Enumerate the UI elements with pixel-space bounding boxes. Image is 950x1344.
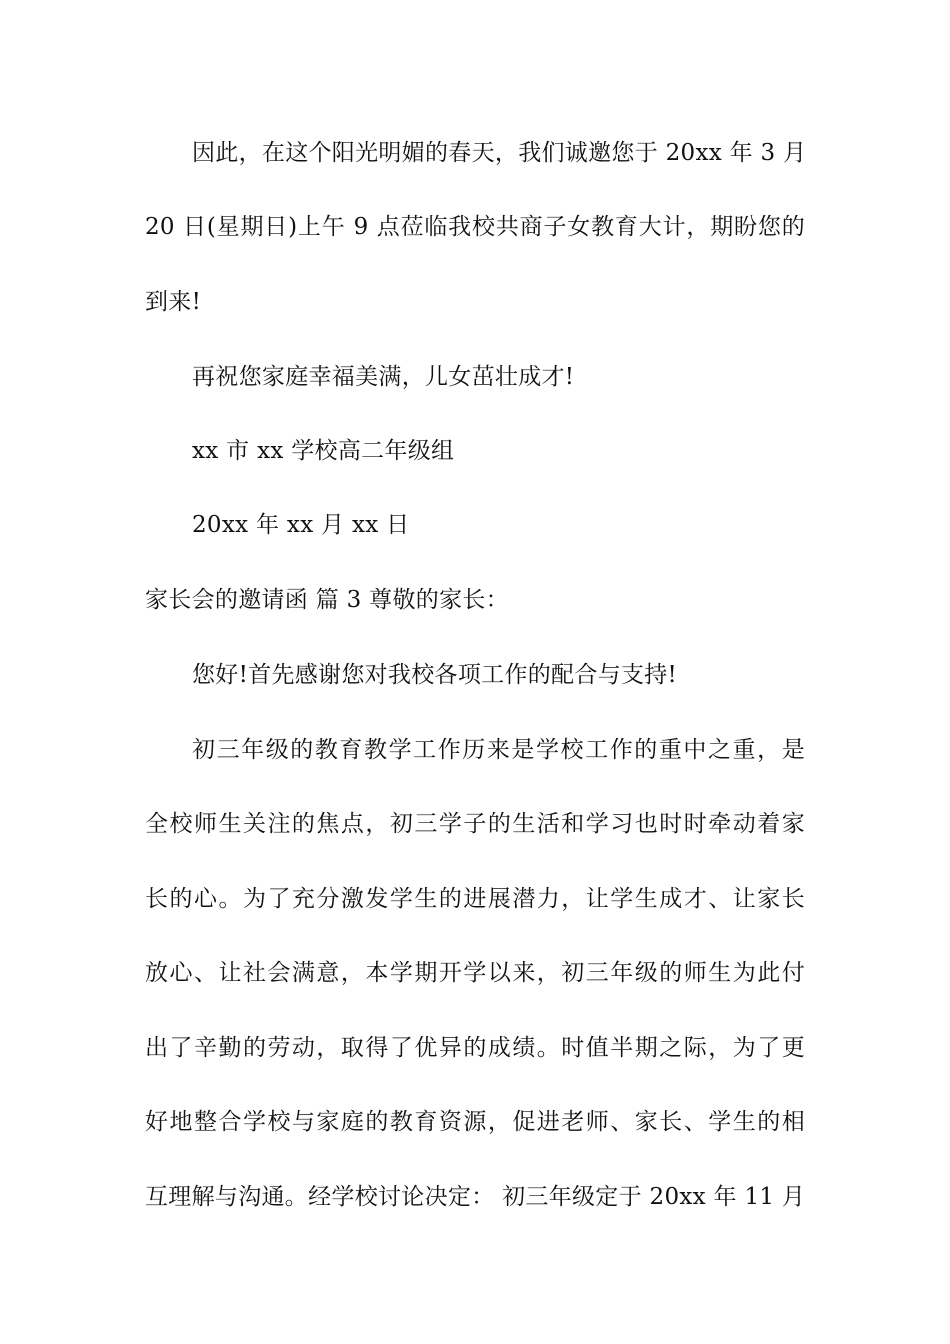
signature-org: xx 市 xx 学校高二年级组 bbox=[192, 438, 455, 464]
paragraph-line: 20 日(星期日)上午 9 点莅临我校共商子女教育大计，期盼您的 bbox=[145, 214, 805, 240]
paragraph-line: 放心、让社会满意，本学期开学以来，初三年级的师生为此付 bbox=[145, 960, 805, 986]
signature-date: 20xx 年 xx 月 xx 日 bbox=[192, 512, 410, 538]
paragraph-line: 到来! bbox=[145, 289, 202, 315]
paragraph-line: 再祝您家庭幸福美满，儿女茁壮成才! bbox=[192, 364, 575, 390]
paragraph-line: 互理解与沟通。经学校讨论决定： 初三年级定于 20xx 年 11 月 bbox=[145, 1184, 806, 1210]
paragraph-line: 全校师生关注的焦点，初三学子的生活和学习也时时牵动着家 bbox=[145, 811, 805, 837]
section-heading: 家长会的邀请函 篇 3 尊敬的家长： bbox=[145, 587, 509, 613]
paragraph-line: 长的心。为了充分激发学生的进展潜力，让学生成才、让家长 bbox=[145, 886, 805, 912]
paragraph-line: 初三年级的教育教学工作历来是学校工作的重中之重，是 bbox=[192, 737, 805, 763]
paragraph-line: 好地整合学校与家庭的教育资源，促进老师、家长、学生的相 bbox=[145, 1109, 805, 1135]
paragraph-line: 出了辛勤的劳动，取得了优异的成绩。时值半期之际，为了更 bbox=[145, 1035, 805, 1061]
paragraph-line: 因此，在这个阳光明媚的春天，我们诚邀您于 20xx 年 3 月 bbox=[192, 140, 807, 166]
paragraph-line: 您好!首先感谢您对我校各项工作的配合与支持! bbox=[192, 662, 678, 688]
